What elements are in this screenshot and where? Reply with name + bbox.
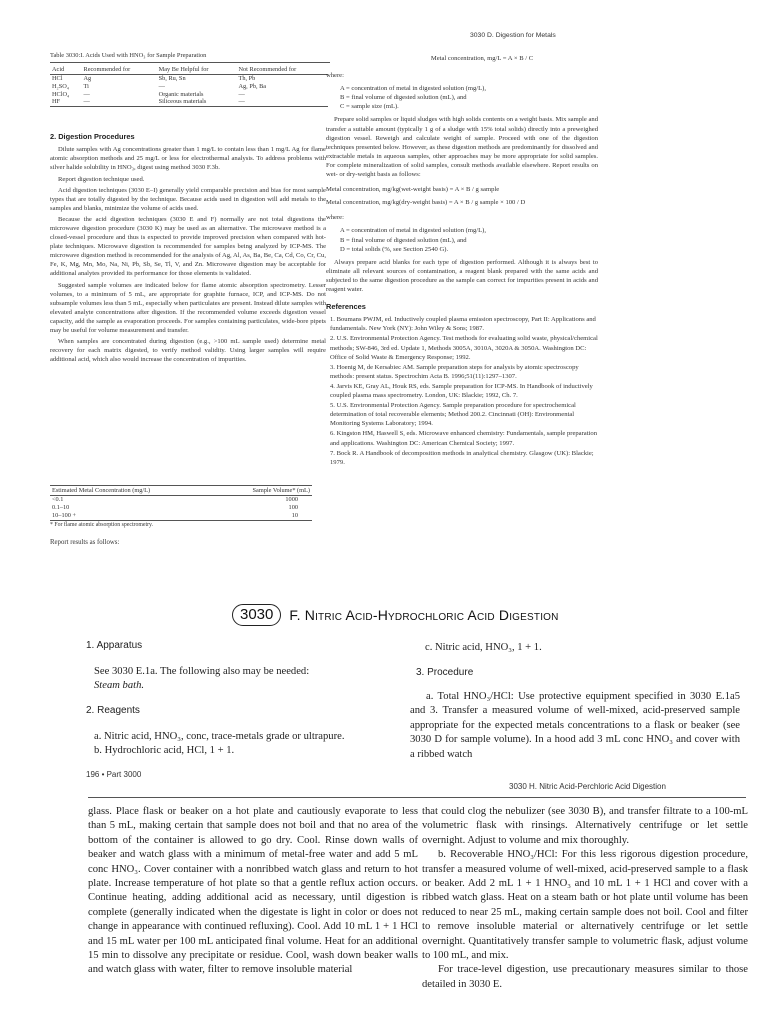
paragraph: Prepare solid samples or liquid sludges with high solids contents on a weight basis. Mix sample and transfer a suitable amount (typically 1 g of a sludge with 15% total solids) directly into a preweighed digestion vessel. Reweigh and calculate weight of sample. Proceed with one of the digestion techniques presented below. However, as these digestion methods are predominantly for dissolved and extractable metals in aqueous samples, other approaches may be more appropriate for solid samples. For complete mineralization of solid samples, consult methods available elsewhere. Report results on wet- or dry-weight basis as follows:	[326, 116, 598, 179]
table-cell: HF	[50, 98, 82, 106]
reagent-item: c. Nitric acid, HNO₃, 1 + 1.	[425, 642, 542, 653]
apparatus-text: See 3030 E.1a. The following also may be needed:	[94, 666, 310, 677]
table-cell: H₂SO₄	[52, 82, 69, 90]
table-cell: Organic materials	[158, 90, 204, 98]
procedure-heading: 3. Procedure	[416, 667, 474, 678]
paragraph: b. Recoverable HNO₃/HCl: For this less rigorous digestion procedure, transfer a measured volume of well-mixed, acid-preserved sample to a flask or beaker. Add 2 mL 1 + 1 HNO₃ and 10 mL 1 + 1 HCl and cover with a ribbed watch glass. Heat on a steam bath or hot plate until volume has been reduced to near 25 mL, making certain sample does not boil. Cool and filter to remove insoluble material or alternatively centrifuge or let settle overnight. Quantitatively transfer sample to volumetric flask, adjust volume to 100 mL, and mix.	[422, 849, 748, 962]
table-acids-header: Not Recommended for	[236, 65, 328, 75]
header-rule	[88, 797, 746, 798]
table-cell: Siliceous materials	[157, 98, 237, 106]
table-cell: Ag	[83, 74, 92, 82]
table-cell: Ag, Pb, Ba	[238, 82, 267, 90]
reference-item: 7. Bock R. A Handbook of decomposition methods in analytical chemistry. Glasgow (UK): Blackie; 1979.	[330, 449, 594, 466]
table-cell: <0.1	[52, 496, 64, 503]
table-volume-block	[50, 485, 314, 547]
table-cell: 10	[207, 512, 312, 520]
running-header-top: 3030 D. Digestion for Metals	[470, 32, 556, 39]
table-cell: —	[238, 90, 245, 98]
table-volume	[50, 485, 312, 521]
apparatus-block	[94, 665, 394, 694]
definition: B = final volume of digested solution (mL), and	[340, 94, 467, 102]
table-acids-header: May Be Helpful for	[157, 65, 237, 75]
table-cell: 0.1–10	[52, 503, 70, 511]
report-line: Report results as follows:	[50, 538, 120, 546]
table-row	[50, 74, 328, 82]
definition: C = sample size (mL).	[340, 103, 399, 111]
formula-1: Metal concentration, mg/L = A × B / C	[430, 55, 534, 62]
section-title: F. Nitric Acid-Hydrochloric Acid Digestion	[289, 607, 559, 623]
table-row	[50, 496, 312, 504]
paragraph: that could clog the nebulizer (see 3030 B), and transfer filtrate to a 100-mL volumetric flask with rinsings. Alternatively centrifuge or let settle overnight. Adjust to volume and mix thoroughly.	[422, 806, 748, 846]
table-acids	[50, 65, 328, 107]
table-row	[50, 83, 328, 91]
paragraph: For trace-level digestion, use precautionary measures similar to those detailed in 3030 E.	[422, 964, 748, 990]
procedure-text	[410, 690, 740, 762]
where-label: where:	[326, 214, 344, 222]
reagents-heading: 2. Reagents	[86, 705, 140, 716]
table-cell: —	[83, 90, 90, 98]
paragraph: Suggested sample volumes are indicated below for flame atomic absorption spectrometry. Lesser volumes, to a minimum of 5 mL, are appropriate for graphite furnace, ICP, and ICP-MS. Do not subsample volumes less than 5 mL, especially when particulates are present. Instead dilute samples with elevated analyte concentrations after digestion. If the recommended volume exceeds digestion vessel capacity, add the sample as evaporation proceeds. For samples containing particulates, wide-bore pipets may be useful for volume measurement and transfer.	[50, 281, 326, 334]
table-row	[50, 512, 312, 520]
bottom-right-column	[422, 805, 748, 992]
reference-item: 6. Kingston HM, Haswell S, eds. Microwave enhanced chemistry: Fundamentals, sample preparation and applications. Washington DC: American Chemical Society; 1997.	[330, 430, 597, 447]
reference-item: 4. Jarvis KE, Gray AL, Houk RS, eds. Sample preparation for ICP-MS. In Handbook of inductively coupled plasma mass spectrometry. London, UK: Blackie; 1992, Ch. 7.	[330, 382, 593, 400]
reagent-item: a. Nitric acid, HNO₃, conc, trace-metals grade or ultrapure.	[94, 731, 345, 742]
reagent-item: b. Hydrochloric acid, HCl, 1 + 1.	[94, 745, 235, 757]
table-cell: —	[158, 82, 165, 90]
reagents-block	[94, 730, 394, 759]
definition: D = total solids (%, see Section 2540 G).	[340, 245, 449, 253]
table-row	[50, 504, 312, 512]
reference-item: 5. U.S. Environmental Protection Agency. Sample preparation procedure for spectrochemical determination of total recoverable elements; Method 200.2. Cincinnati (OH): Environmental Monitoring Systems Laboratory; 1994.	[330, 402, 576, 428]
table-cell: 1000	[285, 496, 298, 503]
paragraph: a. Total HNO₃/HCl: Use protective equipment specified in 3030 E.1a5 and 3. Transfer a measured volume of well-mixed, acid-preserved sample appropriate for the expected metals concentrations to a flask or beaker (see 3030 D for sample volume). In a hood add 3 mL conc HNO₃ and cover with a ribbed watch	[410, 691, 740, 760]
paragraph: Because the acid digestion techniques (3030 E and F) normally are not total digestions the microwave digestion procedure (3030 K) may be used as an alternative. The microwave method is a closed-vessel procedure and thus is expected to provide improved precision when compared with hot-plate techniques. Microwave digestion is recommended for samples being analyzed by ICP-MS. The microwave digestion method is recommended for the analysis of Ag, Al, As, Ba, Be, Ca, Cd, Co, Cr, Cu, Fe, K, Mg, Mn, Mo, Na, Ni, Pb, Sb, Se, Tl, V, and Zn. Microwave digestion may be acceptable for additional analytes provided its performance for those elements is validated.	[50, 215, 326, 278]
section-title-row	[232, 604, 559, 626]
table-footnote: * For flame atomic absorption spectrometry.	[50, 521, 153, 528]
table-cell: HCl	[52, 74, 63, 82]
definition: A = concentration of metal in digested solution (mg/L),	[340, 85, 487, 93]
running-header-bottom: 3030 H. Nitric Acid-Perchloric Acid Digestion	[509, 782, 666, 791]
paragraph: When samples are concentrated during digestion (e.g., >100 mL sample used) determine metal recovery for each matrix digested, to verify method validity. Using larger samples will require additional acid, which also would increase the concentration of impurities.	[50, 338, 326, 364]
section-number-badge: 3030	[232, 604, 281, 626]
table-cell: —	[82, 98, 157, 106]
paragraph: glass. Place flask or beaker on a hot plate and cautiously evaporate to less than 5 mL, making certain that sample does not boil and that no area of the bottom of the container is allowed to go dry. Cool. Rinse down walls of beaker and watch glass with a minimum of metal-free water and add 5 mL conc HNO₃. Cover container with a nonribbed watch glass and return to hot plate. Increase temperature of hot plate so that a gentle reflux action occurs. Continue heating, adding additional acid as necessary, until digestion is complete (generally indicated when the digestate is light in color or does not change in appearance with continued refluxing). Cool. Add 10 mL 1 + 1 HCl and 15 mL water per 100 mL anticipated final volume. Heat for an additional 15 min to dissolve any precipitate or residue. Cool, wash down beaker walls and watch glass with water, filter to remove insoluble material	[88, 806, 418, 976]
table-cell: HClO₄	[52, 90, 70, 98]
references-list	[326, 315, 598, 467]
table-acids-header: Acid	[50, 65, 82, 75]
table-volume-header: Sample Volume* (mL)	[207, 486, 312, 496]
bottom-left-column	[88, 805, 418, 978]
references-heading: References	[326, 302, 366, 312]
top-left-column	[50, 128, 326, 366]
table-cell: —	[236, 98, 328, 106]
apparatus-heading: 1. Apparatus	[86, 640, 143, 651]
table-cell: 100	[288, 503, 298, 511]
apparatus-item: Steam bath.	[94, 680, 145, 692]
formula-3: Metal concentration, mg/kg(dry-weight basis) = A × B / g sample × 100 / D	[326, 199, 526, 207]
section-heading: 2. Digestion Procedures	[50, 132, 135, 141]
table-acids-header: Recommended for	[82, 65, 157, 75]
definition: B = final volume of digested solution (mL), and	[340, 236, 467, 244]
table-acids-block	[50, 52, 330, 107]
formula-2: Metal concentration, mg/kg(wet-weight basis) = A × B / g sample	[326, 186, 500, 194]
definition: A = concentration of metal in digested solution (mg/L),	[340, 227, 487, 235]
paragraph: Report digestion technique used.	[58, 175, 145, 183]
table-cell: Th, Pb	[238, 74, 256, 82]
reference-item: 2. U.S. Environmental Protection Agency. Test methods for evaluating solid waste, physical/chemical methods; SW-846, 3rd ed. Update 1, Methods 3005A, 3010A, 3020A & 3050A. Washington DC: Office of Solid Waste & Emergency Response; 1992.	[330, 335, 598, 361]
table-row	[50, 91, 328, 99]
table-volume-header: Estimated Metal Concentration (mg/L)	[50, 486, 207, 496]
paragraph: Always prepare acid blanks for each type of digestion performed. Although it is always best to eliminate all relevant sources of contamination, a reagent blank prepared with the same acids and subjected to the same digestion procedure as the sample can correct for impurities present in acids and reagent water.	[326, 258, 598, 293]
table-row	[50, 98, 328, 106]
paragraph: Acid digestion techniques (3030 E–I) generally yield comparable precision and bias for most sample types that are totally digested by the technique. Because acids used in digestion will add metals to the samples and blanks, minimize the volume of acids used.	[50, 186, 326, 212]
where-label: where:	[326, 72, 344, 80]
top-right-column	[326, 52, 598, 468]
table-cell: 10–100 +	[50, 512, 207, 520]
paragraph: Dilute samples with Ag concentrations greater than 1 mg/L to contain less than 1 mg/L Ag for flame atomic absorption methods and 25 mg/L or less for electrothermal analysis. To address problems with silver halide solubility in HNO₃, digest using method 3030 F.3b.	[50, 146, 326, 172]
table-acids-title: Table 3030:I. Acids Used with HNO₃ for Sample Preparation	[50, 52, 330, 63]
table-cell: Sb, Ru, Sn	[158, 74, 186, 82]
page-footer: 196 • Part 3000	[86, 770, 142, 779]
reference-item: 3. Hoenig M, de Kersabiec AM. Sample preparation steps for analysis by atomic spectroscopy methods: present status. Spectrochim Acta B. 1996;51(11):1297–1307.	[330, 363, 579, 380]
reference-item: 1. Boumans PWJM, ed. Inductively coupled plasma emission spectroscopy, Part II: Applications and fundamentals. New York (NY): John Wiley & Sons; 1987.	[330, 316, 596, 333]
table-cell: Ti	[83, 82, 89, 90]
